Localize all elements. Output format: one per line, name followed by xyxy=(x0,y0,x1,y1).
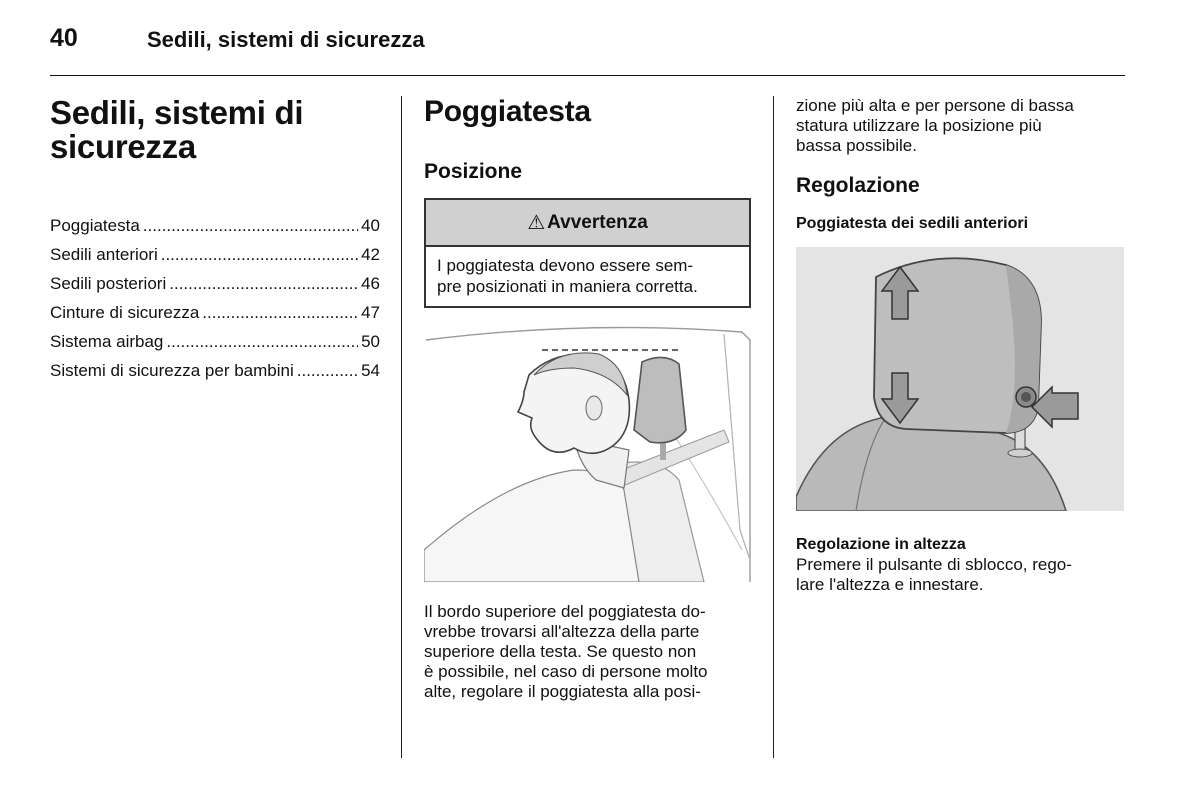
toc-entry-poggiatesta[interactable] xyxy=(50,216,380,245)
chapter-title-line2: sicurezza xyxy=(50,128,196,165)
toc-entry-airbag[interactable] xyxy=(50,332,380,361)
front-headrest-subheading: Poggiatesta dei sedili anteriori xyxy=(796,215,1029,232)
warning-box xyxy=(424,198,751,308)
toc-label: Poggiatesta xyxy=(50,216,140,235)
toc-label: Sedili anteriori xyxy=(50,245,158,264)
toc-page: 40 xyxy=(361,216,380,235)
body-line: bassa possibile. xyxy=(796,136,917,155)
toc-page: 46 xyxy=(361,274,380,293)
body-line: superiore della testa. Se questo non xyxy=(424,642,697,661)
toc-leader-dots xyxy=(143,216,358,236)
toc-label: Sistema airbag xyxy=(50,332,164,351)
height-adjust-heading: Regolazione in altezza xyxy=(796,536,966,553)
warning-line: pre posizionati in maniera corretta. xyxy=(437,277,698,296)
toc-leader-dots xyxy=(202,303,358,323)
section-title: Poggiatesta xyxy=(424,95,591,128)
chapter-title-line1: Sedili, sistemi di xyxy=(50,94,304,131)
continued-text xyxy=(796,96,1126,156)
toc-page: 42 xyxy=(361,245,380,264)
height-adjust-text xyxy=(796,555,1126,595)
regolazione-heading: Regolazione xyxy=(796,174,920,197)
body-line: vrebbe trovarsi all'altezza della parte xyxy=(424,622,700,641)
toc-entry-sedili-posteriori[interactable] xyxy=(50,274,380,303)
body-text xyxy=(424,602,751,702)
page-number: 40 xyxy=(50,24,78,52)
toc-page: 50 xyxy=(361,332,380,351)
toc-leader-dots xyxy=(166,332,358,352)
toc-entry-cinture[interactable] xyxy=(50,303,380,332)
header-divider xyxy=(50,75,1125,76)
column-divider-right xyxy=(773,96,774,758)
table-of-contents xyxy=(50,216,380,390)
warning-line: I poggiatesta devono essere sem- xyxy=(437,256,694,275)
toc-label: Cinture di sicurezza xyxy=(50,303,200,322)
body-line: lare l'altezza e innestare. xyxy=(796,575,984,594)
toc-page: 54 xyxy=(361,361,380,380)
warning-triangle-icon: ⚠ xyxy=(527,212,546,234)
toc-page: 47 xyxy=(361,303,380,322)
right-column xyxy=(796,96,1126,595)
body-line: è possibile, nel caso di persone molto xyxy=(424,662,708,681)
body-line: alte, regolare il poggiatesta alla posi- xyxy=(424,682,701,701)
headrest-adjustment-figure xyxy=(796,247,1124,511)
column-divider-left xyxy=(401,96,402,758)
toc-label: Sistemi di sicurezza per bambini xyxy=(50,361,294,380)
chapter-title xyxy=(50,96,380,164)
body-line: Il bordo superiore del poggiatesta do- xyxy=(424,602,706,621)
toc-entry-sedili-anteriori[interactable] xyxy=(50,245,380,274)
driver-illustration xyxy=(424,320,751,582)
toc-label: Sedili posteriori xyxy=(50,274,167,293)
warning-body xyxy=(426,247,749,306)
driver-headrest-figure xyxy=(424,320,751,582)
middle-column xyxy=(424,96,751,702)
body-line: statura utilizzare la posizione più xyxy=(796,116,1042,135)
left-column xyxy=(50,96,380,390)
warning-title: Avvertenza xyxy=(547,211,648,233)
toc-leader-dots xyxy=(161,245,358,265)
toc-leader-dots xyxy=(297,361,358,381)
toc-leader-dots xyxy=(169,274,358,294)
subsection-title: Posizione xyxy=(424,160,523,183)
body-line: zione più alta e per persone di bassa xyxy=(796,96,1074,115)
body-line: Premere il pulsante di sblocco, rego- xyxy=(796,555,1072,574)
toc-entry-sistemi-bambini[interactable] xyxy=(50,361,380,390)
headrest-illustration xyxy=(796,247,1124,511)
warning-header xyxy=(426,200,749,247)
running-header-title: Sedili, sistemi di sicurezza xyxy=(147,27,425,52)
